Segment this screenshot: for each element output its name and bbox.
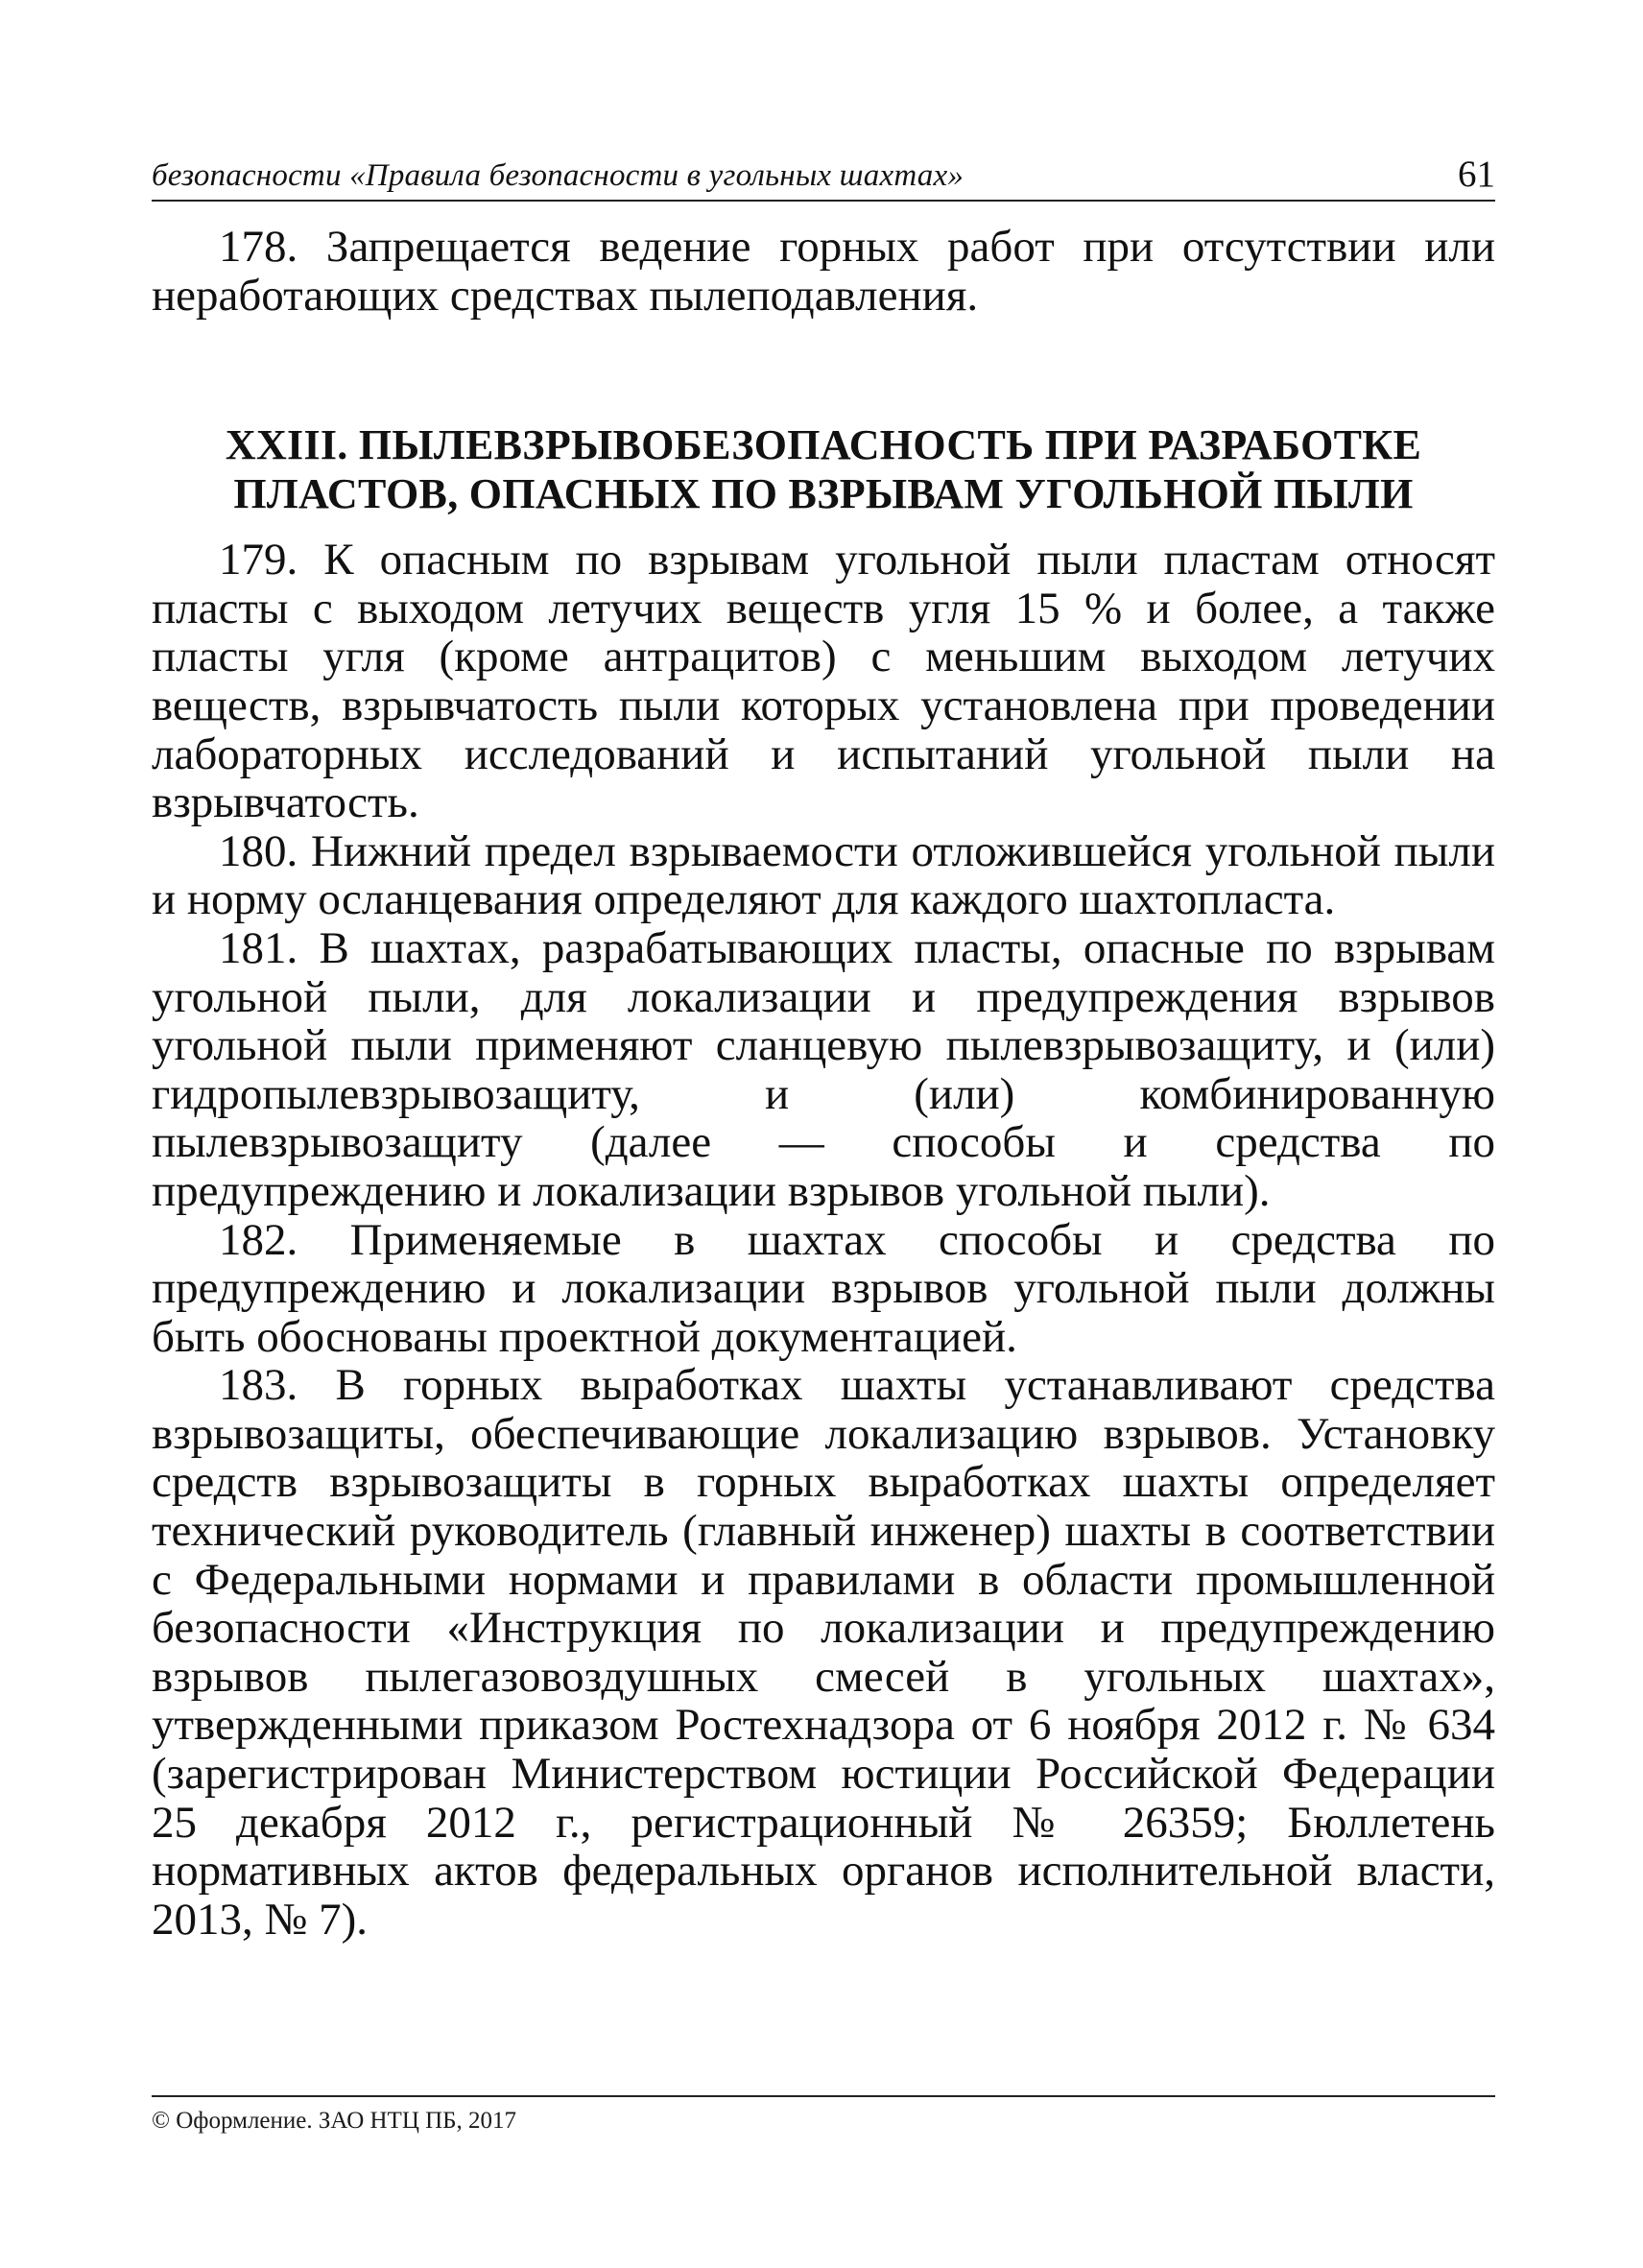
- section-heading-line-2: ПЛАСТОВ, ОПАСНЫХ ПО ВЗРЫВАМ УГОЛЬНОЙ ПЫЛИ: [233, 470, 1414, 518]
- paragraph-179: 179. К опасным по взрывам угольной пыли пластам относят пласты с выходом летучих веществ угля 15 % и более, а также пласты угля (кроме антрацитов) с меньшим выходом летучих веществ, взрывчатость пыли которых установлена при проведении лабораторных исследований и испытаний угольной пыли на взрывчатость.: [152, 535, 1495, 828]
- paragraph-183: 183. В горных выработках шахты устанавливают средства взрывозащиты, обеспечивающие локализацию взрывов. Установку средств взрывозащиты в горных выработках шахты определяет технический руководитель (главный инженер) шахты в соответствии с Федеральными нормами и правилами в области промышленной безопасности «Инструкция по локализации и предупреждению взрывов пылегазовоздушных смесей в угольных шахтах», утвержденными приказом Ростехнадзора от 6 ноября 2012 г. № 634 (зарегистрирован Министерством юстиции Российской Федерации 25 декабря 2012 г., регистрационный № 26359; Бюллетень нормативных актов федеральных органов исполнительной власти, 2013, № 7).: [152, 1360, 1495, 1945]
- page: [152, 144, 1495, 1944]
- document-body: [152, 223, 1495, 1944]
- footer-copyright: © Оформление. ЗАО НТЦ ПБ, 2017: [152, 2108, 517, 2134]
- paragraph-182: 182. Применяемые в шахтах способы и средства по предупреждению и локализации взрывов угольной пыли должны быть обоснованы проектной документацией.: [152, 1214, 1495, 1362]
- paragraph-180: 180. Нижний предел взрываемости отложившейся угольной пыли и норму осланцевания определяют для каждого шахтопласта.: [152, 825, 1495, 925]
- section-heading: [152, 420, 1495, 518]
- running-title: безопасности «Правила безопасности в угольных шахтах»: [152, 158, 964, 193]
- paragraph-181: 181. В шахтах, разрабатывающих пласты, опасные по взрывам угольной пыли, для локализации и предупреждения взрывов угольной пыли применяют сланцевую пылевзрывозащиту, и (или) гидропылевзрывозащиту, и (или) комбинированную пылевзрывозащиту (далее — способы и средства по предупреждению и локализации взрывов угольной пыли).: [152, 922, 1495, 1216]
- paragraph-178: 178. Запрещается ведение горных работ при отсутствии или неработающих средствах пылеподавления.: [152, 222, 1495, 321]
- section-heading-line-1: XXIII. ПЫЛЕВЗРЫВОБЕЗОПАСНОСТЬ ПРИ РАЗРАБОТКЕ: [225, 421, 1422, 469]
- running-header: [152, 144, 1495, 202]
- page-number: 61: [1458, 154, 1495, 195]
- footer-divider: [152, 2095, 1495, 2097]
